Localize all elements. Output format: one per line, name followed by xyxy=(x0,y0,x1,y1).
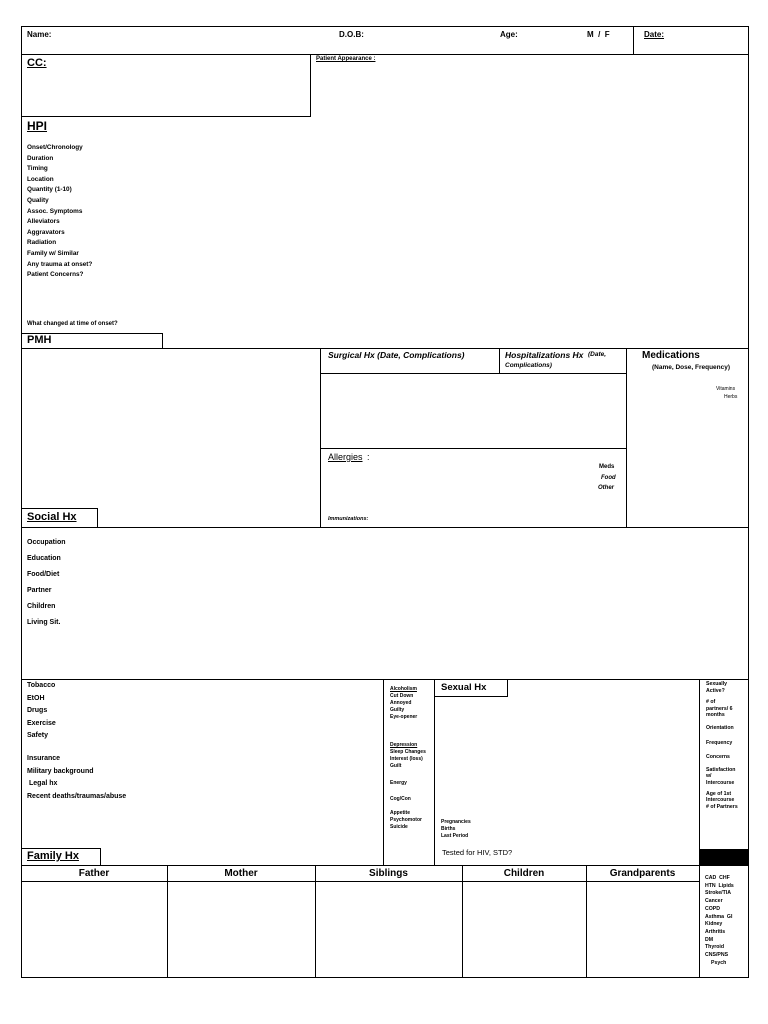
sexual-item: Intercourse xyxy=(706,797,735,804)
pregnancy-item: Last Period xyxy=(441,833,469,839)
immunizations-label: Immunizations: xyxy=(328,516,369,522)
sexual-item: months xyxy=(706,712,725,719)
sexual-item: Orientation xyxy=(706,724,734,731)
sexual-item: Concerns xyxy=(706,754,730,761)
depression-block xyxy=(390,742,426,770)
depression-item: Psychomotor xyxy=(390,817,422,823)
substance-list xyxy=(27,680,56,743)
hpi-item: Alleviators xyxy=(27,218,60,226)
family-hx-label: Family Hx xyxy=(27,850,79,862)
pmh-label: PMH xyxy=(27,334,52,346)
substance-item: EtOH xyxy=(27,694,45,702)
allergy-other-label: Other xyxy=(598,485,615,491)
family-col-line xyxy=(699,865,700,978)
other-social-item: Military background xyxy=(27,767,94,775)
hpi-item: Assoc. Symptoms xyxy=(27,207,83,215)
substance-item: Exercise xyxy=(27,719,56,727)
medications-label: Medications xyxy=(642,350,700,361)
surg-hosp-divider xyxy=(499,348,500,373)
pregnancy-block xyxy=(441,819,471,840)
pregnancy-item: Pregnancies xyxy=(441,819,471,825)
hpi-item: Timing xyxy=(27,165,48,173)
hpi-list xyxy=(27,143,92,281)
condition-item: Asthma GI xyxy=(705,913,733,920)
other-social-list xyxy=(27,753,126,803)
allergies-colon: : xyxy=(367,452,370,462)
cage-item: Eye-opener xyxy=(390,714,418,720)
pmh-left-divider xyxy=(320,348,321,528)
family-col-line xyxy=(462,865,463,978)
social-frame xyxy=(21,527,749,866)
pmh-divider xyxy=(21,348,749,349)
sexual-right-line xyxy=(699,679,700,866)
sexual-right-list xyxy=(706,681,738,810)
sexual-item: Active? xyxy=(706,687,725,694)
sexual-item: # of Partners xyxy=(706,803,738,810)
cage-item: Cut Down xyxy=(390,693,414,699)
pregnancy-item: Births xyxy=(441,826,456,832)
condition-item: Stroke/TIA xyxy=(705,890,731,897)
hospitalizations-sub1: (Date, xyxy=(588,351,607,358)
family-col-header: Father xyxy=(78,868,110,879)
sexual-item: Sexually xyxy=(706,681,728,687)
family-col-line xyxy=(167,865,168,978)
family-col-line xyxy=(586,865,587,978)
condition-item: CNS/PNS xyxy=(705,952,729,959)
condition-item: Cancer xyxy=(705,898,723,905)
depression-item: Appetite xyxy=(390,810,410,816)
cage-item: Guilty xyxy=(390,707,405,713)
family-col-header: Siblings xyxy=(369,868,408,879)
allergies-line xyxy=(320,448,626,449)
social-item: Education xyxy=(27,555,61,562)
depression-item: Sleep Changes xyxy=(390,749,426,755)
hpi-item: Any trauma at onset? xyxy=(27,260,93,268)
header-divider xyxy=(633,26,634,55)
substance-item: Tobacco xyxy=(27,682,56,689)
condition-item: Psych xyxy=(711,959,727,966)
sexual-hx-label: Sexual Hx xyxy=(441,682,487,693)
social-item: Food/Diet xyxy=(27,571,60,578)
age-label: Age: xyxy=(500,30,518,39)
cc-box xyxy=(21,54,311,117)
hpi-item: Aggravators xyxy=(27,228,65,236)
hospitalizations-sub2: Complications) xyxy=(505,362,552,369)
hpi-item: Family w/ Similar xyxy=(27,249,79,257)
social-item: Living Sit. xyxy=(27,619,61,626)
hpi-item: Radiation xyxy=(27,239,57,247)
condition-item: CAD CHF xyxy=(705,875,730,881)
condition-item: COPD xyxy=(705,905,720,912)
depression-label: Depression xyxy=(390,742,418,748)
family-col-line xyxy=(315,865,316,978)
medications-sub: (Name, Dose, Frequency) xyxy=(652,364,731,371)
sexual-item: # of xyxy=(706,699,716,706)
hpi-label: HPI xyxy=(27,119,48,133)
sexual-item: Intercourse xyxy=(706,779,735,786)
hpi-item: Quantity (1-10) xyxy=(27,186,72,194)
hpi-item: Quality xyxy=(27,196,49,204)
sexual-item: partners/ 6 xyxy=(706,705,733,712)
date-label: Date: xyxy=(644,30,665,39)
allergies-label: Allergies xyxy=(328,452,363,462)
allergy-meds-label: Meds xyxy=(599,464,615,470)
other-social-item: Legal hx xyxy=(29,780,58,787)
social-item: Occupation xyxy=(27,539,66,546)
sex-label: M / F xyxy=(587,30,610,39)
patient-appearance-label: Patient Appearance : xyxy=(316,56,376,62)
condition-item: HTN Lipids xyxy=(705,882,734,889)
substance-item: Drugs xyxy=(27,707,48,714)
sexual-item: Frequency xyxy=(706,739,733,746)
hpi-changed-label: What changed at time of onset? xyxy=(27,321,118,327)
social-list xyxy=(27,535,66,631)
cage-item: Annoyed xyxy=(390,700,412,706)
sexual-item: Age of 1st xyxy=(706,790,732,797)
social-hx-label: Social Hx xyxy=(27,511,77,523)
cog-label: Cog/Con xyxy=(390,796,411,802)
social-mid-line xyxy=(21,679,749,680)
hpi-item: Patient Concerns? xyxy=(27,271,84,279)
name-label: Name: xyxy=(27,30,52,39)
surg-header-line xyxy=(320,373,626,374)
family-col-header: Grandparents xyxy=(609,868,676,879)
surgical-label: Surgical Hx (Date, Complications) xyxy=(328,350,465,360)
vitamins-label: Vitamins xyxy=(716,386,736,392)
meds-divider xyxy=(626,348,627,528)
cc-label: CC: xyxy=(27,57,47,69)
dob-label: D.O.B: xyxy=(339,30,364,39)
family-col-header: Children xyxy=(503,868,545,879)
sexual-item: w/ xyxy=(706,773,712,780)
family-conditions-list xyxy=(705,875,734,967)
other-social-item: Recent deaths/traumas/abuse xyxy=(27,792,127,800)
tested-label: Tested for HIV, STD? xyxy=(442,848,513,857)
condition-item: DM xyxy=(705,936,714,943)
other-social-item: Insurance xyxy=(27,755,61,762)
hospitalizations-label: Hospitalizations Hx xyxy=(505,350,584,360)
cage-right-line xyxy=(434,679,435,866)
social-item: Children xyxy=(27,603,56,610)
depression-item: Suicide xyxy=(390,824,408,830)
main-frame-top xyxy=(21,54,749,528)
hpi-item: Onset/Chronology xyxy=(27,144,83,151)
condition-item: Kidney xyxy=(705,921,723,928)
condition-item: Thyroid xyxy=(705,944,725,951)
alcoholism-label: Alcoholism xyxy=(390,686,417,692)
depression-item: Guilt xyxy=(390,763,402,769)
herbs-label: Herbs xyxy=(724,394,738,400)
social-item: Partner xyxy=(27,587,52,594)
condition-item: Arthritis xyxy=(705,928,726,935)
substance-item: Safety xyxy=(27,732,49,739)
family-header-line xyxy=(21,881,699,882)
depression-block-2 xyxy=(390,810,422,831)
cage-left-line xyxy=(383,679,384,866)
family-col-header: Mother xyxy=(224,868,258,879)
allergy-food-label: Food xyxy=(601,475,616,481)
black-block xyxy=(699,849,749,866)
hpi-item: Duration xyxy=(27,154,54,162)
header-row xyxy=(21,26,749,55)
cage-block xyxy=(390,686,417,721)
hpi-item: Location xyxy=(27,175,54,183)
depression-item: Interest (loss) xyxy=(390,756,423,762)
energy-label: Energy xyxy=(390,780,407,786)
sexual-item: Satisfaction xyxy=(706,766,736,773)
